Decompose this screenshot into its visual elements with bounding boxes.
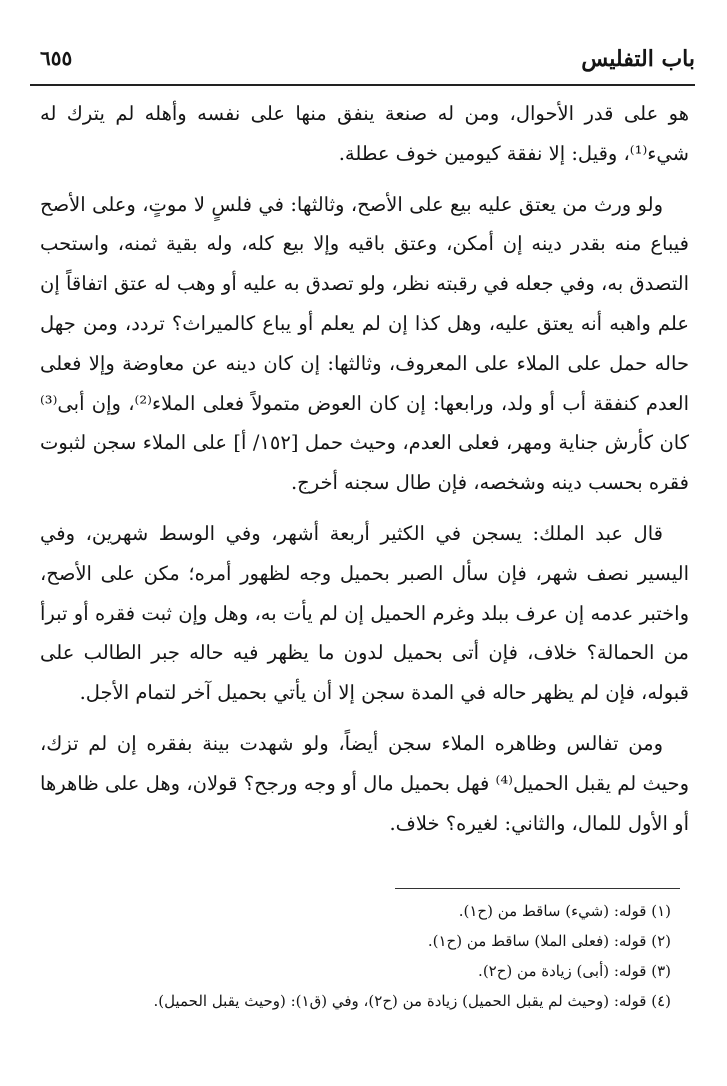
page-number: ٦٥٥ [40, 46, 73, 70]
running-title: باب التفليس [581, 46, 695, 72]
paragraph-3: قال عبد الملك: يسجن في الكثير أربعة أشهر، وفي الوسط شهرين، وفي اليسير نصف شهر، فإن سأل الصبر بحميل وجه لظهور أمره؛ مكن على الأصح، واختبر عدمه إن عرف ببلد وغرم الحميل إن لم يأت به، وهل وإن ثبت فقره أو تبرأ من الحمالة؟ خلاف، فإن أتى بحميل لدون ما يظهر فيه حاله جبر الطالب على قبوله، فإن لم يظهر حاله في المدة سجن إلا أن يأتي بحميل آخر لتمام الأجل. [40, 521, 689, 705]
footnote-4: (٤) قوله: (وحيث لم يقبل الحميل) زيادة من (ح٢)، وفي (ق١): (وحيث يقبل الحميل). [153, 992, 671, 1010]
paragraph-1: هو على قدر الأحوال، ومن له صنعة ينفق منها على نفسه وأهله لم يترك له شيء⁽¹⁾، وقيل: إلا نفقة كيومين خوف عطلة. [40, 102, 689, 165]
paragraph-4: ومن تفالس وظاهره الملاء سجن أيضاً، ولو شهدت بينة بفقره إن لم تزك، وحيث لم يقبل الحميل⁽⁴⁾ فهل بحميل مال أو وجه ورجح؟ قولان، وهل على ظاهرها أو الأول للمال، والثاني: لغيره؟ خلاف. [40, 731, 689, 835]
footnote-2: (٢) قوله: (فعلى الملا) ساقط من (ح١). [427, 932, 671, 950]
paragraph-2: ولو ورث من يعتق عليه بيع على الأصح، وثالثها: في فلسٍ لا موتٍ، وعلى الأصح فيباع منه بقدر دينه إن أمكن، وعتق باقيه وإلا بيع كله، وله بقية ثمنه، واستحب التصدق به، وفي جعله في رقبته نظر، ولو تصدق به عليه أو وهب له عتق اتفاقاً إن علم واهبه أنه يعتق عليه، وهل كذا إن لم يعلم أو يباع كالميراث؟ تردد، ومن جهل حاله حمل على الملاء على المعروف، وثالثها: إن كان دينه عن معاوضة وإلا فعلى العدم كنفقة أب أو ولد، ورابعها: إن كان العوض متمولاً فعلى الملاء⁽²⁾، وإن أبى⁽³⁾ كان كأرش جناية ومهر، فعلى العدم، وحيث حمل [١٥٢/ أ] على الملاء سجن لثبوت فقره بحسب دينه وشخصه، فإن طال سجنه أخرج. [40, 192, 689, 495]
footnote-3: (٣) قوله: (أبى) زيادة من (ح٢). [478, 962, 671, 980]
page-header [30, 42, 695, 86]
footnote-1: (١) قوله: (شيء) ساقط من (ح١). [458, 902, 671, 920]
main-text [40, 94, 689, 854]
footnote-divider [395, 888, 680, 889]
header-divider [30, 84, 695, 86]
footnotes [40, 896, 671, 1016]
